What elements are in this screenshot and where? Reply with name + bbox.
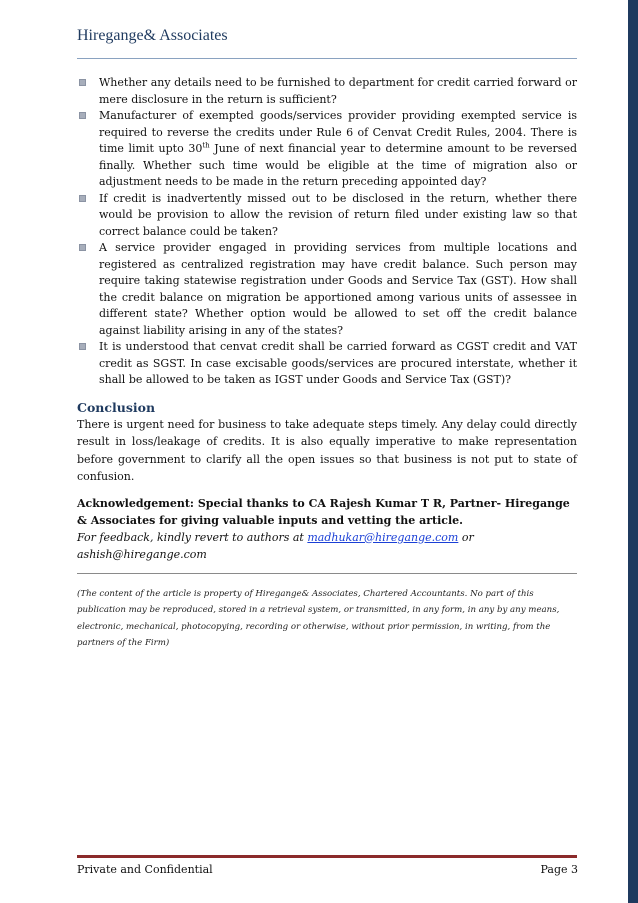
conclusion-text: There is urgent need for business to take adequate steps timely. Any delay could directly result in loss/leakage of credits. It is also equally imperative to make representation before government to clarify all the open issues so that business is not put to state of confusion. xyxy=(77,417,577,483)
list-item xyxy=(77,75,577,108)
list-item-text: Whether any details need to be furnished to department for credit carried forward or mere disclosure in the return is sufficient? xyxy=(99,76,577,106)
acknowledgement-text: Acknowledgement: Special thanks to CA Rajesh Kumar T R, Partner- Hiregange & Associates for giving valuable inputs and vetting the article. xyxy=(77,496,570,527)
page-edge-bar xyxy=(628,0,638,903)
section-divider xyxy=(77,573,577,574)
page-header-title: Hiregange& Associates xyxy=(77,27,228,44)
list-item xyxy=(77,339,577,389)
list-item-text: If credit is inadvertently missed out to be disclosed in the return, whether there would be provision to allow the revision of return filed under existing law so that correct balance could be taken? xyxy=(99,191,577,238)
list-item xyxy=(77,240,577,339)
list-item-text: It is understood that cenvat credit shall be carried forward as CGST credit and VAT credit as SGST. In case excisable goods/services are procured interstate, whether it shall be allowed to be taken as IGST under Goods and Service Tax (GST)? xyxy=(99,340,577,386)
list-item-text: A service provider engaged in providing services from multiple locations and registered as centralized registration may have credit balance. Such person may require taking statewise registration under Goods and Service Tax (GST). How shall the credit balance on migration be apportioned among various units of assessee in different state? Whether option would be allowed to set off the credit balance against liability arising in any of the states? xyxy=(99,241,577,337)
feedback-line: For feedback, kindly revert to authors at madhukar@hiregange.com or ashish@hiregange.com xyxy=(77,530,474,561)
square-bullet-icon xyxy=(79,195,86,202)
footer-page-number: Page 3 xyxy=(540,863,578,876)
square-bullet-icon xyxy=(79,244,86,251)
square-bullet-icon xyxy=(79,79,86,86)
page-body xyxy=(77,75,577,652)
disclaimer-text: (The content of the article is property of Hiregange& Associates, Chartered Accountants. No part of this publication may be reproduced, stored in a retrieval system, or transmitted, in any form, in any by any means, electronic, mechanical, photocopying, recording or otherwise, without prior permission, in writing, from the partners of the Firm) xyxy=(77,588,560,648)
email-text-ashish: ashish@hiregange.com xyxy=(77,547,207,561)
question-list xyxy=(77,75,577,389)
footer-confidential: Private and Confidential xyxy=(77,863,213,876)
conclusion-heading: Conclusion xyxy=(77,399,156,415)
list-item xyxy=(77,108,577,191)
square-bullet-icon xyxy=(79,112,86,119)
footer-divider xyxy=(77,855,577,858)
square-bullet-icon xyxy=(79,343,86,350)
header-divider xyxy=(77,58,577,59)
email-link-madhukar[interactable]: madhukar@hiregange.com xyxy=(307,530,459,544)
list-item xyxy=(77,191,577,241)
list-item-text: Manufacturer of exempted goods/services provider providing exempted service is required to reverse the credits under Rule 6 of Cenvat Credit Rules, 2004. There is time limit upto 30th June of next financial year to determine amount to be reversed finally. Whether such time would be eligible at the time of migration also or adjustment needs to be made in the return preceding appointed day? xyxy=(99,109,577,188)
